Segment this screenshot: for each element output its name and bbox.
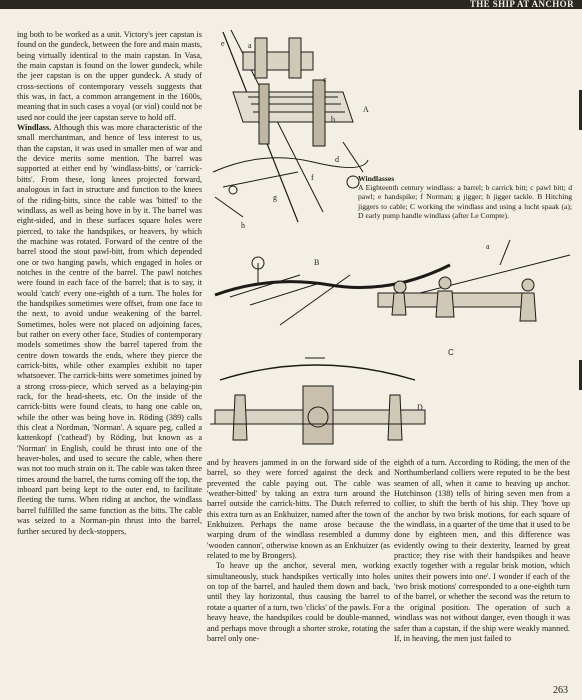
label-c: c xyxy=(323,75,327,84)
label-a: a xyxy=(248,41,252,50)
paragraph: To heave up the anchor, several men, working simultaneously, stuck handspikes vertically into holes on top of the barrel, and hauled them down and back, until they lay horizontal, thus causing the barrel to rotate a quarter of a turn, two 'clicks' of the pawls. For a heavy heave, the handspikes could be double-manned, and perhaps move through a shorter stroke, rotating the barrel only one- xyxy=(207,561,391,643)
text-column-1 xyxy=(17,30,202,537)
paragraph-body: Although this was more characteristic of the small merchantman, and hence of less interest to us, than the capstan, it was used in smaller men of war and the device merits some mention. The barrel was supported at either end by 'windlass-bitts', or 'carrick-bitts'. From these, long knees projected forward, analogous in fact in structure and function to the knees of the riding-bitts, since the cable was 'bitted' to the windlass, as well as being hove in by it. The barrel was eight-sided, and in these surfaces square holes were pierced, to take the handspikes, or heavers, by which the machine was rotated. Forward of the centre of the barrel stood the stout pawl-bitt, from which depended one or two hanging pawls, which engaged in holes or notches in the centre of the barrel. The pawl notches were found in each face of the barrel; that is to say, it would 'catch' every one-eighth of a turn. The holes for the handspikes sometimes were offset, from one face to the next, to avoid undue weakening of the barrel. Sometimes, holes were not placed on adjoining faces, but rather on every other face, Studies of contemporary models sometimes show the barrel tapered from the centre down towards the ends, where they pierce the carrick-bitts, while other examples exhibit no taper whatsoever. The carrick-bitts were sometimes joined by a strong cross-piece, which served as a belaying-pin rack, for the head-sheets, etc. On the inside of the carrick-bitts were found cleats, to hang one cable on, while the other was being hove in. Röding (389) calls this cleat a Nordman, 'Norman'. A square peg, called a kattenkopf ('cathead') by Röding, but known as a 'Norman' in English, could be thrust into one of the heaver-holes, and used to secure the cable, when there was not too much strain on it. The cable was taken three times around the barrel, the turns coming off the top, the inboard part being kept to the outer end, to facilitate fleeting the turns. When riding at anchor, the windlass barrel fulfilled the same function as the bitts. The cable was seized to a Norman-pin thrust into the barrel, further secured by deck-stoppers, xyxy=(17,123,202,536)
paragraph: eighth of a turn. According to Röding, the men of the Northumberland colliers were reputed to be the best seamen of all, when it came to heaving up anchor. Hutchinson (138) tells of hiring seven men from a collier, to shift the berth of his ship. They 'hove up the anchor by two brisk motions, for each square of the windlass, in a quarter of the time that it used to be done by eighteen men, and this difference was evidently owing to their dexterity, learned by great practice; they rise with their handspikes and heave exactly together with a regular brisk motion, which unites their powers into one'. I wonder if each of the 'two brisk motions' corresponded to a one-eighth turn of the barrel, or whether the second was the return to the original position. The operation of such a windlass was not without danger, even though it was safer than a capstan, if the ship were weakly manned. If, in heaving, the men just failed to xyxy=(394,458,570,643)
caption-title: Windlasses xyxy=(358,174,395,183)
label-C: C xyxy=(448,348,454,357)
paragraph: and by heavers jammed in on the forward side of the barrel, so they were forced against the deck and prevented the cable paying out. The cable was 'weather-bitted' by taking an extra turn around the barrel outside the carrick-bitts. The Dutch referred to this extra turn as an Enkhuizer, named after the town of Enkhuizen. Perhaps the name arose because the warping drum of the windlass resembled a dummy 'wooden cannon', otherwise known as an Enkhuizer (as related to me by Brongers). xyxy=(207,458,390,561)
paragraph xyxy=(17,123,202,537)
label-A: A xyxy=(363,105,369,114)
text-column-2 xyxy=(207,458,390,644)
running-head: THE SHIP AT ANCHOR xyxy=(469,0,574,9)
section-heading-windlass: Windlass. xyxy=(17,123,52,133)
figure-b-c-windlass-work xyxy=(210,235,572,335)
label-B: B xyxy=(314,258,320,267)
caption-text: A Eighteenth century windlass: a barrel; b carrick bitt; c pawl bitt; d pawl; e handspike; f Norman; g jigger; h jigger tackle. B Hitching jiggers to cable; C working the windlass and using a lucht spaak (a); D early pump handle windlass (after Le Compte). xyxy=(358,183,572,220)
figure-a-windlass-illustration xyxy=(203,22,375,232)
label-f: f xyxy=(311,173,314,182)
label-h: h xyxy=(241,221,245,230)
figure-caption xyxy=(358,174,572,220)
label-D: D xyxy=(417,403,423,412)
figure-d-pump-handle-windlass xyxy=(205,350,433,450)
label-a-c: a xyxy=(486,242,490,251)
label-e: e xyxy=(221,39,225,48)
label-d: d xyxy=(335,155,339,164)
text-column-3 xyxy=(394,458,570,644)
label-b: b xyxy=(331,115,335,124)
page-number: 263 xyxy=(553,685,568,696)
paragraph: ing both to be worked as a unit. Victory's jeer capstan is found on the gundeck, between the fore and main masts, being virtually identical to the main capstan. In Vasa, the main capstan is found on the lower gundeck, while the jeer capstan is on the upper gundeck. A study of cross-sections of contemporary vessels suggests that this was, in fact, a common arrangement in the 1600s, meaning that in such cases a voyal (or viol) could not be used nor could the jeer capstan serve to hold off. xyxy=(17,30,202,122)
label-g: g xyxy=(273,193,277,202)
